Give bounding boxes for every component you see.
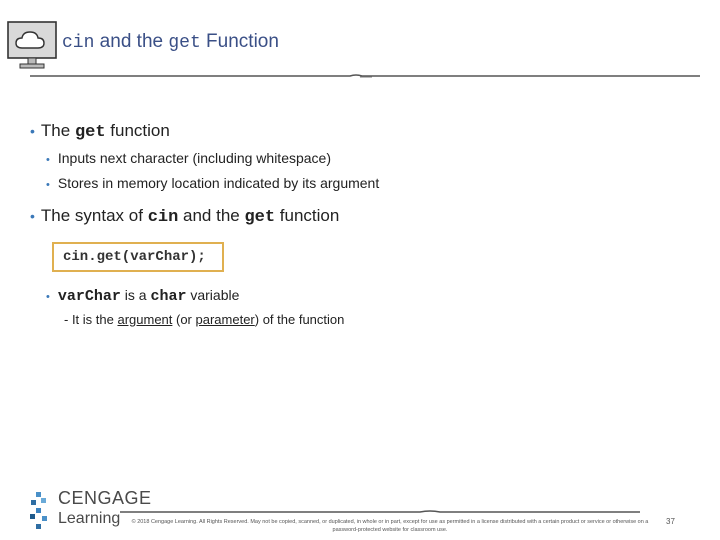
bullet-dot: • [30,123,35,139]
code-example: cin.get(varChar); [63,249,206,265]
title-underline [20,60,700,90]
logo-cengage-text: CENGAGE [58,488,152,508]
bullet-get-function: • The get function [30,121,170,142]
sub-bullet-1: • Inputs next character (including whitespace) [46,150,332,166]
sub-sub-bullet-argument: - It is the argument (or parameter) of the function [64,312,345,327]
code-char: char [150,288,187,305]
copyright-notice: © 2018 Cengage Learning. All Rights Reserved. May not be copied, scanned, or duplicated, in whole or in part, except for use as permitted in a license distributed with a certain product or service or otherwise on a password-protected website for classroom use. [131,519,649,533]
code-varchar: varChar [57,288,121,305]
term-parameter: parameter [195,312,255,327]
code-get: get [74,123,106,142]
title-code-get: get [168,33,201,53]
footer-rule [120,500,640,516]
title-code-cin: cin [62,33,95,53]
bullet-dot: • [46,154,50,166]
bullet-syntax: • The syntax of cin and the get function [30,206,340,227]
bullet-dot: • [46,179,50,191]
title-tail: Function [200,31,279,52]
bullet-dot: • [30,208,35,224]
code-cin: cin [147,208,179,227]
title-mid: and the [94,31,169,52]
page-number: 37 [666,517,675,526]
logo-learning-text: Learning [58,510,121,527]
page-title [62,31,279,53]
code-get: get [244,208,276,227]
term-argument: argument [117,312,173,327]
sub-bullet-varchar: • varChar is a char variable [46,287,240,305]
bullet-dot: • [46,291,50,303]
sub-bullet-2: • Stores in memory location indicated by its argument [46,175,380,191]
code-example-box [52,242,224,272]
